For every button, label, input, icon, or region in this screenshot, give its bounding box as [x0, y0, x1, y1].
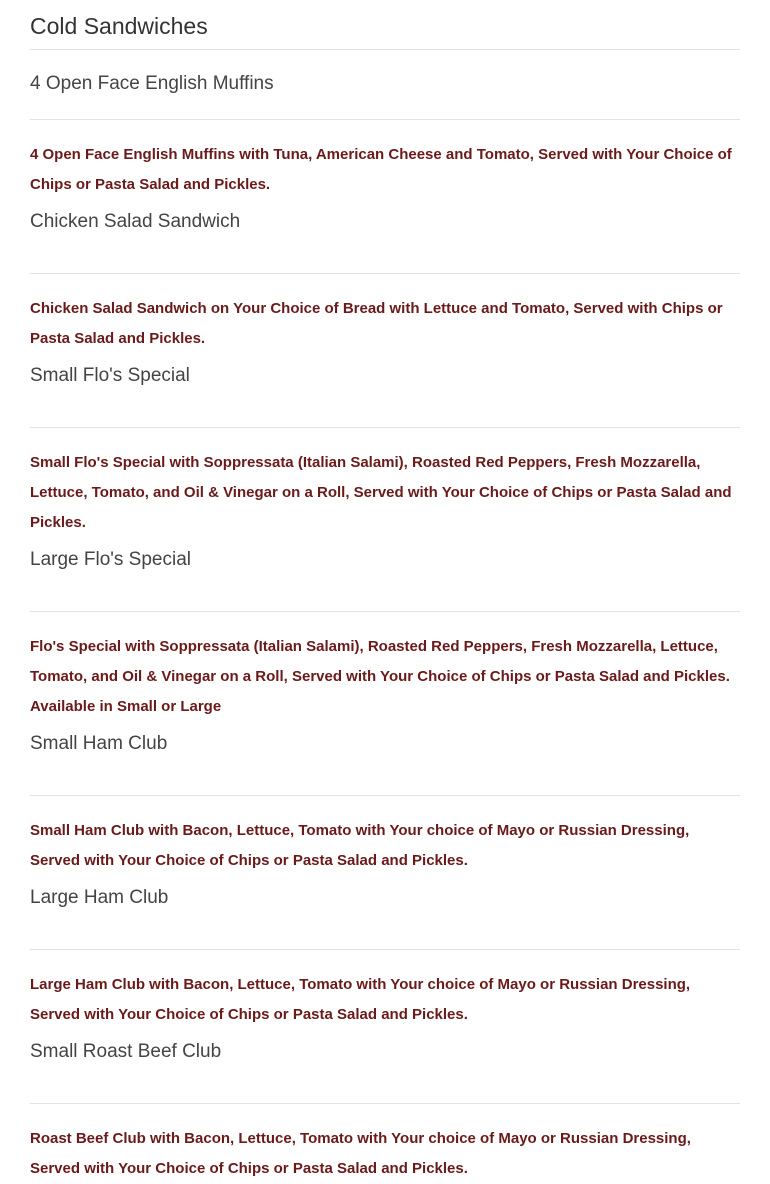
item-description: Chicken Salad Sandwich on Your Choice of Bread with Lettuce and Tomato, Served with Chips or Pasta Salad and Pickles. [30, 300, 723, 347]
item-name[interactable] [30, 876, 740, 950]
menu-section [30, 0, 740, 1184]
item-name-text: Small Flo's Special [30, 365, 190, 386]
menu-item[interactable] [30, 354, 740, 538]
item-name[interactable] [30, 354, 740, 428]
menu-item[interactable] [30, 1030, 740, 1184]
item-name-text: Chicken Salad Sandwich [30, 211, 241, 232]
item-name[interactable] [30, 538, 740, 612]
item-name[interactable] [30, 1030, 740, 1104]
item-description: Roast Beef Club with Bacon, Lettuce, Tomato with Your choice of Mayo or Russian Dressing, Served with Your Choice of Chips or Pasta Salad and Pickles. [30, 1130, 691, 1177]
menu-item[interactable] [30, 200, 740, 354]
menu-item[interactable] [30, 50, 740, 200]
item-name-text: Large Ham Club [30, 887, 169, 908]
item-description: Small Ham Club with Bacon, Lettuce, Tomato with Your choice of Mayo or Russian Dressing, Served with Your Choice of Chips or Pasta Salad and Pickles. [30, 822, 690, 869]
item-description: Flo's Special with Soppressata (Italian Salami), Roasted Red Peppers, Fresh Mozzarella, Lettuce, Tomato, and Oil & Vinegar on a Roll, Served with Your Choice of Chips or Pasta Salad and Pickles. Available in Small or Large [30, 638, 730, 715]
item-description: 4 Open Face English Muffins with Tuna, American Cheese and Tomato, Served with Your Choice of Chips or Pasta Salad and Pickles. [30, 146, 732, 193]
item-name-text: Large Flo's Special [30, 549, 191, 570]
item-name[interactable]: 4 Open Face English Muffins [30, 50, 740, 120]
item-name[interactable] [30, 722, 740, 796]
item-name[interactable] [30, 200, 740, 274]
item-name-text: Small Ham Club [30, 733, 168, 754]
section-title: Cold Sandwiches [30, 0, 740, 50]
menu-item[interactable] [30, 722, 740, 876]
item-description: Large Ham Club with Bacon, Lettuce, Tomato with Your choice of Mayo or Russian Dressing, Served with Your Choice of Chips or Pasta Salad and Pickles. [30, 976, 691, 1023]
menu-item[interactable] [30, 876, 740, 1030]
item-name-text: Small Roast Beef Club [30, 1041, 222, 1062]
menu-item[interactable] [30, 538, 740, 722]
item-description: Small Flo's Special with Soppressata (Italian Salami), Roasted Red Peppers, Fresh Mozzarella, Lettuce, Tomato, and Oil & Vinegar on a Roll, Served with Your Choice of Chips or Pasta Salad and Pickles. [30, 454, 732, 531]
